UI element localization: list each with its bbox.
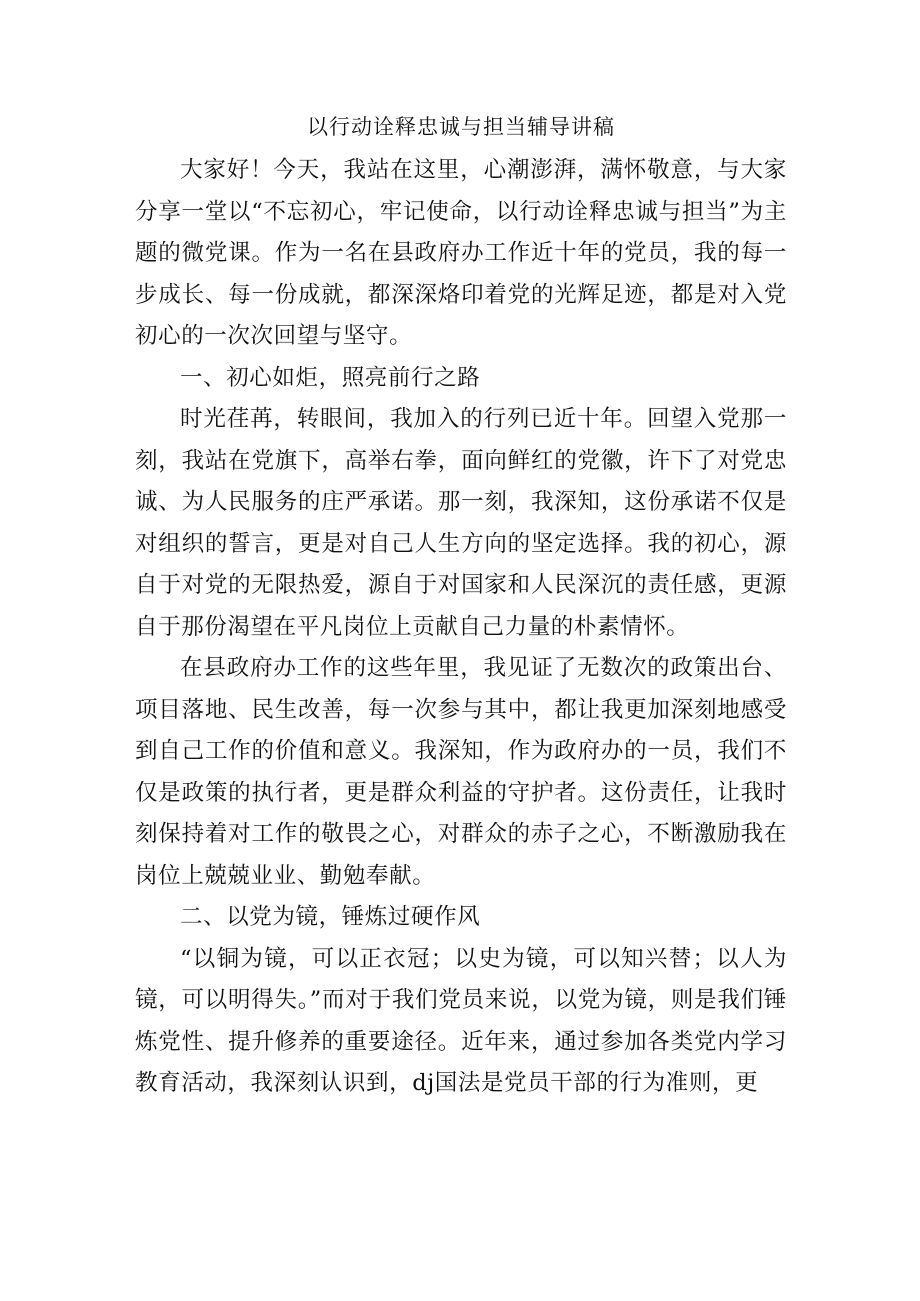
paragraph-intro: 大家好！今天，我站在这里，心潮澎湃，满怀敬意，与大家分享一堂以“不忘初心，牢记使命，以行动诠释忠诚与担当”为主题的微党课。作为一名在县政府办工作近十年的党员，我的每一步成长、每一份成就，都深深烙印着党的光辉足迹，都是对入党初心的一次次回望与坚守。	[135, 157, 787, 349]
section-heading-1: 一、初心如炬，照亮前行之路	[180, 364, 481, 391]
paragraph-county-office-work: 在县政府办工作的这些年里，我见证了无数次的政策出台、项目落地、民生改善，每一次参与其中，都让我更加深刻地感受到自己工作的价值和意义。我深知，作为政府办的一员，我们不仅是政策的执行者，更是群众利益的守护者。这份责任，让我时刻保持着对工作的敬畏之心，对群众的赤子之心，不断激励我在岗位上兢兢业业、勤勉奉献。	[135, 655, 787, 889]
document-body	[135, 112, 787, 1105]
section-heading-2: 二、以党为镜，锤炼过硬作风	[180, 904, 481, 930]
paragraph-party-as-mirror: “以铜为镜，可以正衣冠；以史为镜，可以知兴替；以人为镜，可以明得失。”而对于我们党员来说，以党为镜，则是我们锤炼党性、提升修养的重要途径。近年来，通过参加各类党内学习教育活动，我深刻认识到，dj国法是党员干部的行为准则，更	[135, 945, 787, 1096]
document-title: 以行动诠释忠诚与担当辅导讲稿	[307, 115, 615, 139]
paragraph-original-aspiration: 时光荏苒，转眼间，我加入的行列已近十年。回望入党那一刻，我站在党旗下，高举右拳，面向鲜红的党徽，许下了对党忠诚、为人民服务的庄严承诺。那一刻，我深知，这份承诺不仅是对组织的誓言，更是对自己人生方向的坚定选择。我的初心，源自于对党的无限热爱，源自于对国家和人民深沉的责任感，更源自于那份渴望在平凡岗位上贡献自己力量的朴素情怀。	[135, 406, 787, 640]
